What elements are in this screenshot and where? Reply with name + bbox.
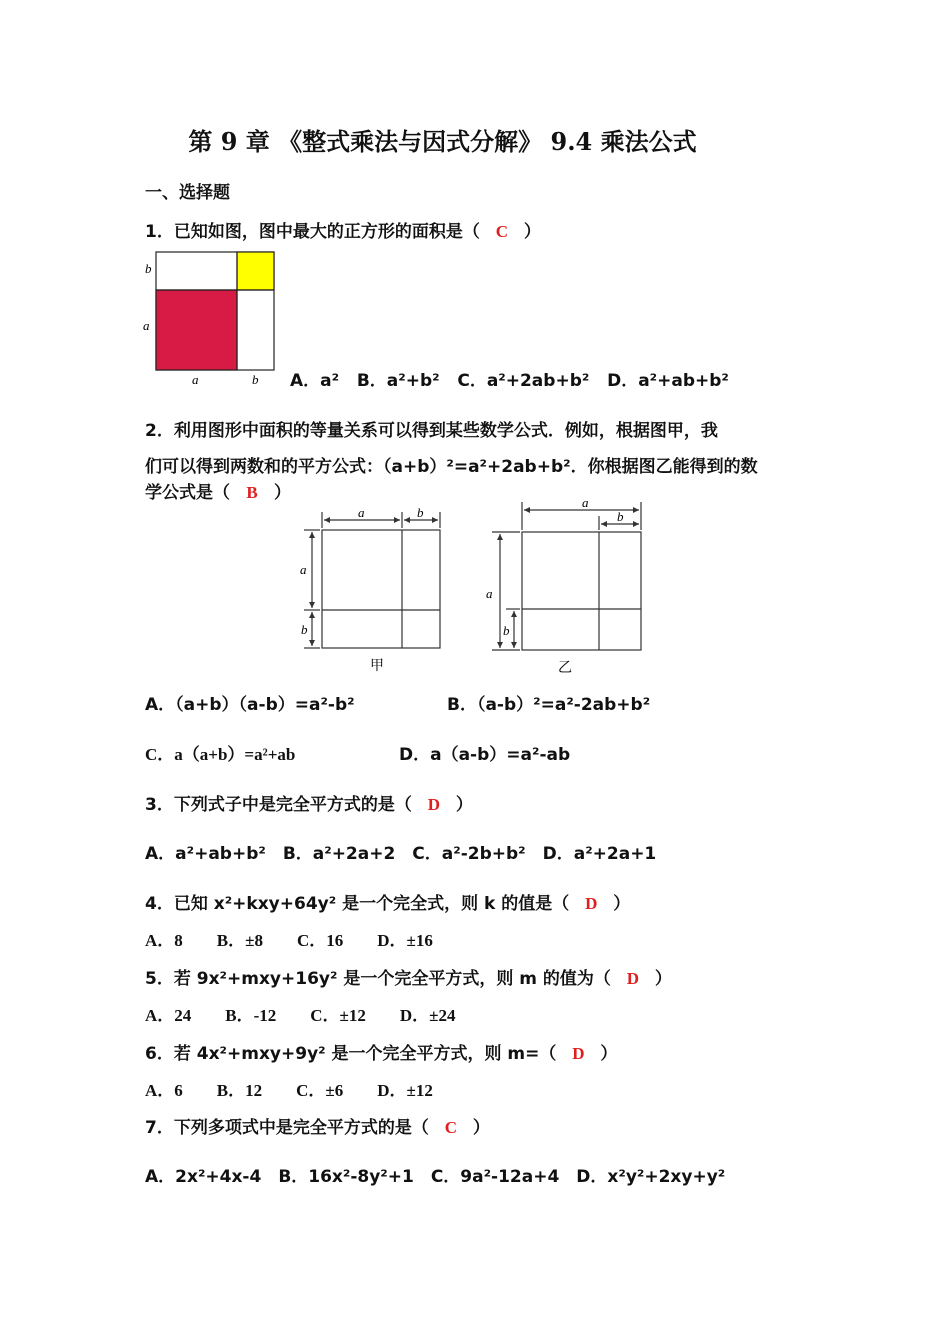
question-1-answer: C xyxy=(495,222,508,241)
question-3-options: A．a²+ab+b² B．a²+2a+2 C．a²-2b+b² D．a²+2a+1 xyxy=(145,844,657,864)
question-3 xyxy=(145,790,473,815)
q1-label-b-bottom: b xyxy=(252,372,259,387)
question-3-close: ） xyxy=(455,795,473,815)
question-6-text: 6．若 4x²+mxy+9y² 是一个完全平方式，则 m=（ xyxy=(145,1044,557,1064)
question-7-close: ） xyxy=(472,1118,490,1138)
question-5-close: ） xyxy=(654,969,672,989)
question-4 xyxy=(145,889,630,914)
question-5-text: 5．若 9x²+mxy+16y² 是一个完全平方式，则 m 的值为（ xyxy=(145,969,611,989)
question-3-text: 3．下列式子中是完全平方式的是（ xyxy=(145,795,412,815)
question-7-text: 7．下列多项式中是完全平方式的是（ xyxy=(145,1118,429,1138)
question-6-options: A．6 B．12 C．±6 D．±12 xyxy=(145,1081,433,1100)
q2-option-b: B．（a-b）²=a²-2ab+b² xyxy=(447,695,651,715)
question-5 xyxy=(145,964,672,989)
question-2-line-2: 们可以得到两数和的平方公式：（a+b）²=a²+2ab+b²．你根据图乙能得到的数 xyxy=(145,457,758,477)
yi-caption: 乙 xyxy=(558,660,572,676)
page-title: 第 9 章 《整式乘法与因式分解》 9.4 乘法公式 xyxy=(188,127,697,156)
question-1-close: ） xyxy=(523,222,541,242)
jia-label-b-left: b xyxy=(301,622,308,637)
jia-caption: 甲 xyxy=(370,658,384,674)
question-6 xyxy=(145,1039,617,1064)
question-2-text: 学公式是（ xyxy=(145,483,230,503)
q2-option-c: C．a（a+b）=a²+ab xyxy=(145,745,296,764)
question-4-answer: D xyxy=(585,894,598,913)
q1-option-d: D．a²+ab+b² xyxy=(607,371,729,391)
q1-square-figure xyxy=(140,248,280,390)
jia-label-a-left: a xyxy=(300,562,307,577)
q1-label-a-left: a xyxy=(143,318,150,333)
question-7 xyxy=(145,1113,490,1138)
question-3-answer: D xyxy=(427,795,440,814)
question-2-line-3 xyxy=(145,478,291,503)
question-2-line-1: 2．利用图形中面积的等量关系可以得到某些数学公式．例如，根据图甲，我 xyxy=(145,421,718,441)
figure-jia xyxy=(296,500,456,678)
question-4-options: A．8 B．±8 C．16 D．±16 xyxy=(145,931,433,950)
yi-label-b-left: b xyxy=(503,623,510,638)
section-heading: 一、选择题 xyxy=(145,183,230,203)
yi-label-a-left: a xyxy=(486,586,493,601)
question-6-close: ） xyxy=(600,1044,618,1064)
crimson-square xyxy=(156,290,237,370)
question-4-text: 4．已知 x²+kxy+64y² 是一个完全式，则 k 的值是（ xyxy=(145,894,570,914)
q2-option-d: D．a（a-b）=a²-ab xyxy=(399,745,571,765)
question-2-answer: B xyxy=(246,483,258,502)
q1-option-c: C．a²+2ab+b² xyxy=(457,371,590,391)
q1-option-b: B．a²+b² xyxy=(356,371,440,391)
jia-label-a-top: a xyxy=(358,505,365,520)
yi-label-a-top: a xyxy=(582,495,589,510)
question-4-close: ） xyxy=(613,894,631,914)
question-6-answer: D xyxy=(572,1044,585,1063)
question-7-options: A．2x²+4x-4 B．16x²-8y²+1 C．9a²-12a+4 D．x²y²+2xy+y² xyxy=(145,1167,726,1187)
q1-label-a-bottom: a xyxy=(192,372,199,387)
question-1 xyxy=(145,217,541,242)
question-1-options xyxy=(290,366,729,391)
yellow-square xyxy=(237,252,274,290)
question-5-options: A．24 B．-12 C．±12 D．±24 xyxy=(145,1006,456,1025)
q1-label-b-left: b xyxy=(145,261,152,276)
question-1-text: 1．已知如图，图中最大的正方形的面积是（ xyxy=(145,222,480,242)
question-7-answer: C xyxy=(444,1118,457,1137)
question-2-close: ） xyxy=(274,483,291,503)
q1-option-a: A．a² xyxy=(290,371,340,391)
q2-option-a: A．（a+b）（a-b）=a²-b² xyxy=(145,695,355,715)
yi-label-b-top: b xyxy=(617,509,624,524)
jia-label-b-top: b xyxy=(417,505,424,520)
question-5-answer: D xyxy=(626,969,640,988)
figure-yi xyxy=(486,494,650,678)
